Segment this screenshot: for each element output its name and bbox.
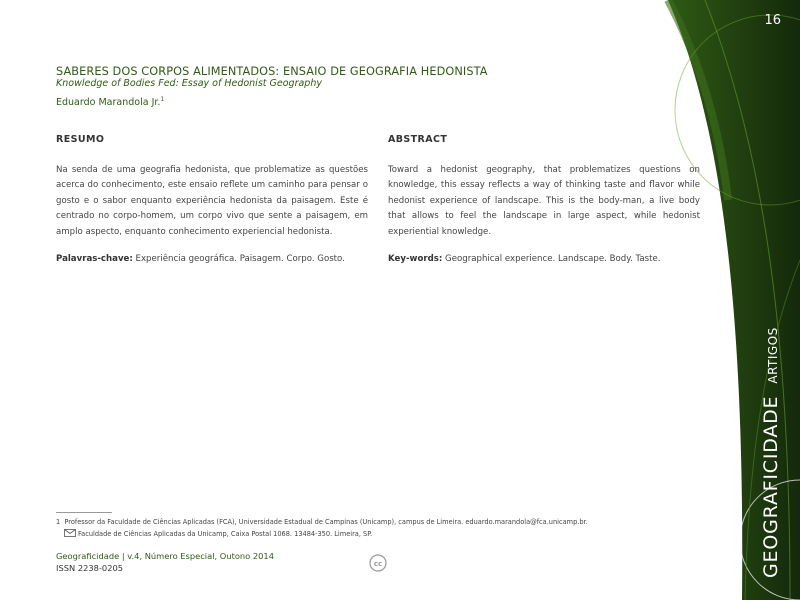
footnote-affiliation: Professor da Faculdade de Ciências Aplicadas (FCA), Universidade Estadual de Campinas (Unicamp), campus de Limeira. eduardo.marandola@fca.unicamp.br.: [64, 518, 588, 526]
author-line: [56, 96, 164, 108]
footnote-line-2: [56, 528, 696, 540]
journal-vertical-title: [760, 327, 782, 578]
page-number: 16: [764, 13, 781, 28]
footer-issn: ISSN 2238-0205: [56, 563, 124, 573]
footnote-number: 1: [56, 518, 61, 526]
abstract-keywords-label: Key-words:: [388, 254, 443, 265]
abstract-text: Toward a hedonist geography, that problematizes questions on knowledge, this essay reflects a way of thinking taste and flavor while hedonist experience of landscape. This is the body-man, a live body that allows to feel the landscape in large aspect, while hedonist experiential knowledge.: [388, 165, 700, 237]
article-title: SABERES DOS CORPOS ALIMENTADOS: ENSAIO DE GEOGRAFIA HEDONISTA: [56, 65, 488, 78]
footnote-divider: [56, 512, 112, 513]
footnote: [56, 516, 696, 540]
resumo-keywords-label: Palavras-chave:: [56, 254, 133, 265]
abstract-column: [388, 134, 700, 267]
resumo-column: [56, 134, 368, 267]
abstract-keywords: [388, 252, 700, 267]
section-name: ARTIGOS: [766, 327, 780, 384]
resumo-keywords: [56, 252, 368, 267]
abstract-keywords-values: Geographical experience. Landscape. Body. Taste.: [445, 254, 661, 265]
cc-icon[interactable]: [369, 554, 387, 572]
author-name: Eduardo Marandola Jr.: [56, 97, 161, 109]
svg-text:cc: cc: [373, 559, 383, 568]
article-subtitle: Knowledge of Bodies Fed: Essay of Hedonist Geography: [56, 78, 322, 89]
abstract-heading: ABSTRACT: [388, 134, 448, 145]
footer-citation: Geograficidade | v.4, Número Especial, Outono 2014: [56, 551, 274, 561]
resumo-keywords-values: Experiência geográfica. Paisagem. Corpo. Gosto.: [135, 254, 345, 265]
footnote-address: Faculdade de Ciências Aplicadas da Unicamp, Caixa Postal 1068. 13484-350. Limeira, SP.: [78, 530, 373, 538]
resumo-heading: RESUMO: [56, 134, 105, 145]
author-footnote-ref[interactable]: 1: [160, 96, 165, 103]
footer: [56, 550, 274, 574]
journal-name: GEOGRAFICIDADE: [760, 395, 782, 578]
envelope-icon: [64, 529, 76, 537]
footnote-line-1: [56, 516, 696, 528]
resumo-text: Na senda de uma geografia hedonista, que problematize as questões acerca do conhecimento, este ensaio reflete um caminho para pensar o gosto e o sabor enquanto experiência hedonista da paisagem. Este é centrado no corpo-homem, um corpo vivo que sente a paisagem, em amplo aspecto, enquanto conhecimento experiencial hedonista.: [56, 165, 368, 237]
